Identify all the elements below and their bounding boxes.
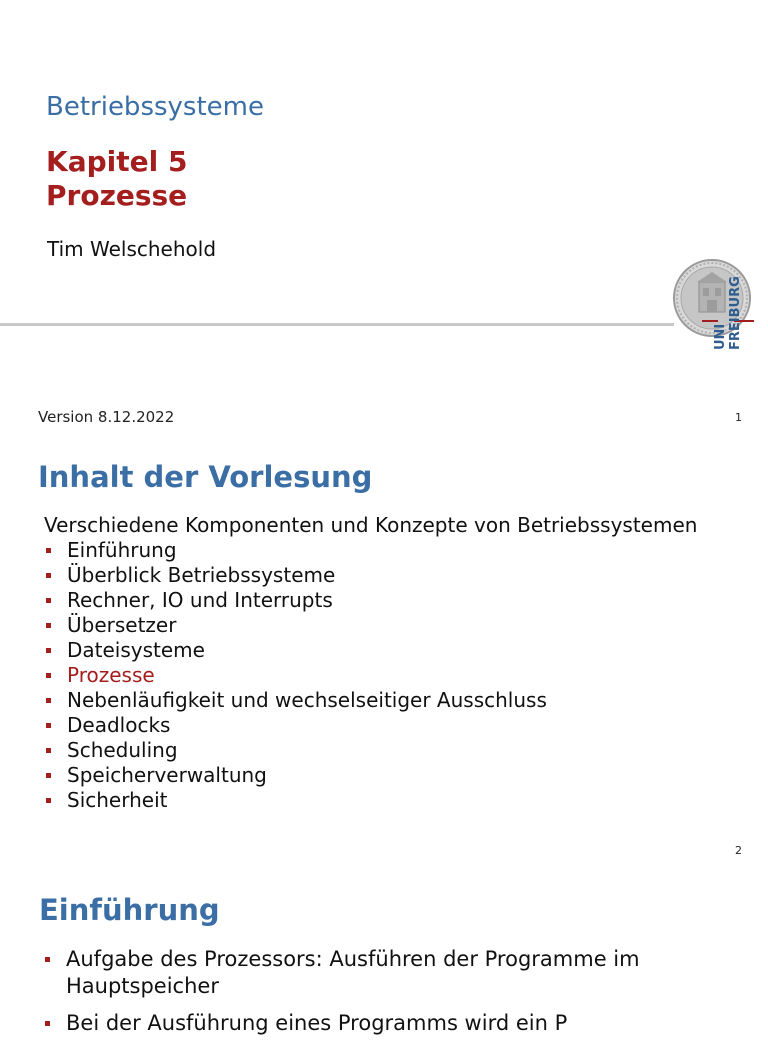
bullet-icon bbox=[46, 548, 51, 553]
contents-item-label: Sicherheit bbox=[67, 788, 168, 812]
contents-item-label: Rechner, IO und Interrupts bbox=[67, 588, 333, 612]
page-number: 1 bbox=[735, 411, 742, 424]
contents-item-label: Deadlocks bbox=[67, 713, 171, 737]
bullet-icon bbox=[46, 798, 51, 803]
slide-heading: Inhalt der Vorlesung bbox=[38, 460, 373, 494]
introduction-slide bbox=[0, 864, 768, 1035]
university-seal-icon bbox=[672, 258, 754, 354]
chapter-title bbox=[46, 145, 187, 213]
bullet-text: Aufgabe des Prozessors: Ausführen der Programme im Hauptspeicher bbox=[66, 947, 640, 998]
bullet-icon bbox=[46, 773, 51, 778]
contents-item-label: Überblick Betriebssysteme bbox=[67, 563, 336, 587]
contents-item bbox=[44, 713, 547, 738]
bullet-text: Bei der Ausführung eines Programms wird ein P bbox=[66, 1011, 568, 1035]
logo-text-uni: UNI bbox=[713, 323, 728, 350]
contents-item bbox=[44, 638, 547, 663]
contents-item bbox=[44, 588, 547, 613]
bullet-icon bbox=[46, 623, 51, 628]
chapter-number: Kapitel 5 bbox=[46, 145, 188, 178]
contents-item bbox=[44, 688, 547, 713]
contents-item-label: Dateisysteme bbox=[67, 638, 205, 662]
contents-item bbox=[44, 538, 547, 563]
title-slide bbox=[0, 0, 768, 432]
contents-item-label: Speicherverwaltung bbox=[67, 763, 267, 787]
contents-slide bbox=[0, 432, 768, 864]
bullet-icon bbox=[46, 648, 51, 653]
bullet-icon bbox=[46, 723, 51, 728]
bullet-list bbox=[44, 946, 734, 1047]
contents-item-label: Prozesse bbox=[67, 663, 155, 687]
contents-item-label: Einführung bbox=[67, 538, 177, 562]
bullet-icon bbox=[46, 698, 51, 703]
version-label: Version 8.12.2022 bbox=[38, 408, 175, 426]
contents-item bbox=[44, 613, 547, 638]
chapter-name: Prozesse bbox=[46, 179, 188, 212]
contents-intro: Verschiedene Komponenten und Konzepte von Betriebssystemen bbox=[44, 513, 698, 537]
contents-item bbox=[44, 788, 547, 813]
bullet-icon bbox=[46, 673, 51, 678]
contents-item-label: Scheduling bbox=[67, 738, 178, 762]
contents-list bbox=[44, 538, 547, 813]
bullet-icon bbox=[46, 598, 51, 603]
course-title: Betriebssysteme bbox=[46, 92, 264, 122]
bullet-icon bbox=[46, 748, 51, 753]
logo-text-city: FREIBURG bbox=[728, 276, 743, 350]
slide-heading: Einführung bbox=[39, 893, 220, 927]
contents-item bbox=[44, 763, 547, 788]
contents-item bbox=[44, 563, 547, 588]
contents-item-label: Nebenläufigkeit und wechselseitiger Ausschluss bbox=[67, 688, 547, 712]
divider-line bbox=[0, 323, 674, 326]
contents-item bbox=[44, 738, 547, 763]
bullet-icon bbox=[45, 957, 50, 962]
contents-item bbox=[44, 663, 547, 688]
contents-item-label: Übersetzer bbox=[67, 613, 177, 637]
bullet-icon bbox=[46, 573, 51, 578]
bullet-item bbox=[44, 946, 734, 1000]
page-number: 2 bbox=[735, 844, 742, 857]
author-name: Tim Welschehold bbox=[47, 237, 217, 261]
